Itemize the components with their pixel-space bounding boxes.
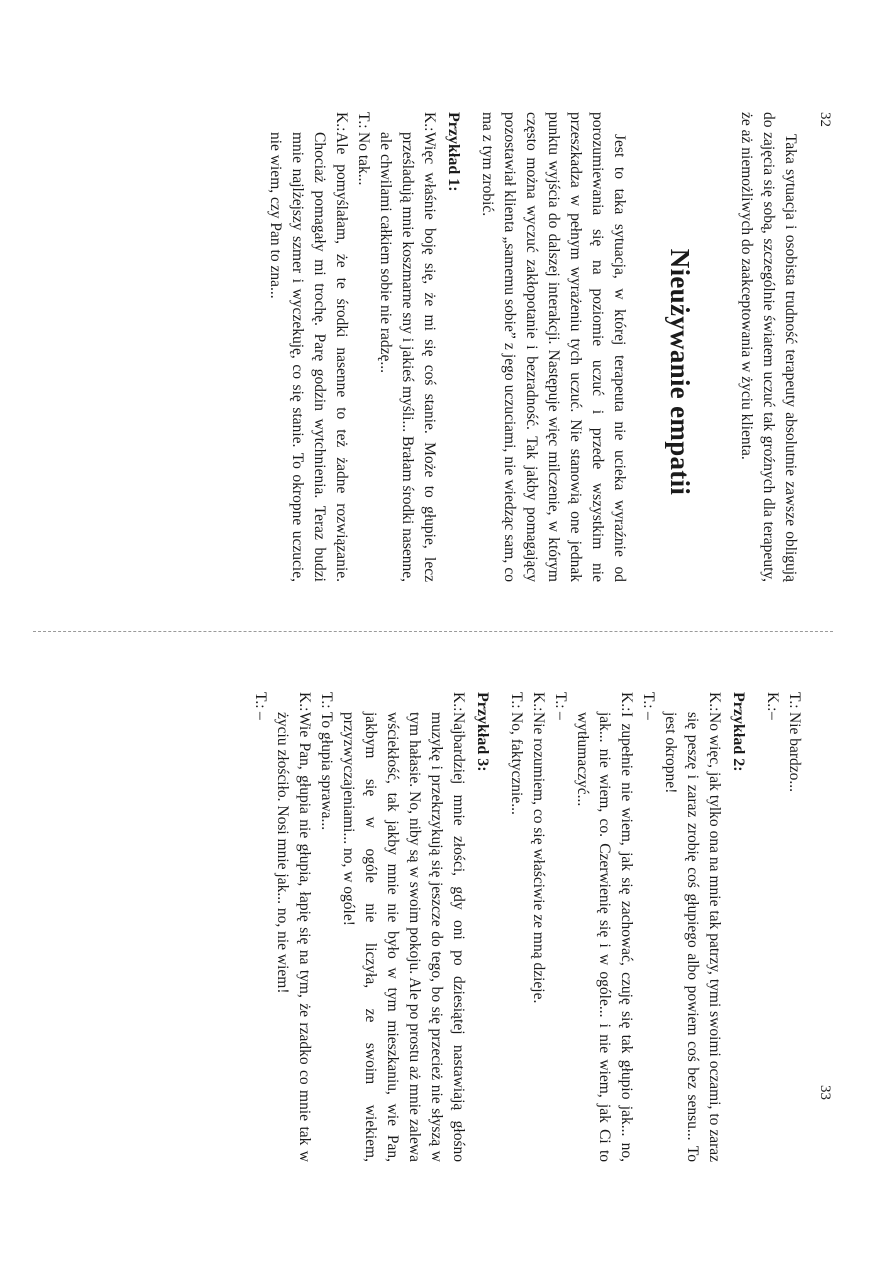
utterance: No więc, jak tylko ona na mnie tak patrzy, tymi swoimi oczami, to zaraz się peszę i zaraz zrobię coś głupiego albo powiem coś bez sensu... To jest okropne! — [662, 712, 723, 1162]
speaker-label: K.: — [450, 692, 467, 712]
page-number: 32 — [817, 112, 833, 127]
dialogue-line — [374, 112, 440, 582]
dialogue-line — [783, 692, 805, 1162]
right-page-text — [249, 692, 805, 1162]
speaker-label: T.: — [508, 692, 525, 709]
speaker-label: T.: — [640, 692, 657, 709]
page-number: 33 — [817, 1085, 833, 1100]
speaker-label: K.: — [296, 692, 313, 712]
speaker-label: K.: — [421, 112, 438, 132]
speaker-label: T.: — [355, 112, 372, 129]
speaker-label: T.: — [552, 692, 569, 709]
right-page — [0, 632, 893, 1263]
speaker-label: T.: — [252, 692, 269, 709]
example-title: Przykład 3: — [474, 692, 491, 772]
utterance: Ale pomyślałam, że te środki nasenne to też żadne rozwiązanie. Chociaż pomagały mi trochę. Parę godzin wytchnienia. Teraz budzi mnie najlżejszy szmer i wyczekuję, co się stanie. To okropne uczucie, nie wiem, czy Pan to zna... — [267, 132, 350, 582]
utterance: To głupia sprawa... — [318, 712, 335, 831]
speaker-label: K.: — [618, 692, 635, 712]
dialogue-line — [637, 692, 659, 1162]
left-page-text — [264, 112, 801, 582]
left-page — [0, 0, 893, 631]
dialogue-line — [249, 692, 271, 1162]
speaker-label: K.: — [764, 692, 781, 712]
utterance: No tak... — [355, 132, 372, 186]
body-paragraph: Jest to taka sytuacja, w której terapeuta nie ucieka wyraźnie od porozumiewania się na poziomie uczuć i przede wszystkim nie przeszkadza w pełnym wyrażeniu tych uczuć. Nie stanowią one jednak punktu wyjścia do dalszej interakcji. Następuje więc milczenie, w którym często można wyczuć zakłopotanie i bezradność. Tak jakby pomagający pozostawiał klienta „samemu sobie” z jego uczuciami, nie wiedząc sam, co ma z tym zrobić. — [479, 112, 628, 582]
example-title: Przykład 2: — [730, 692, 747, 772]
speaker-label: K.: — [530, 692, 547, 712]
dialogue-line — [264, 112, 352, 582]
utterance: – — [552, 712, 569, 720]
dialogue-line — [761, 692, 783, 1162]
utterance: Najbardziej mnie złości, gdy oni po dziesiątej nastawiają głośno muzykę i przekrzykują się jeszcze do tego, bo się przecież nie słyszą w tym hałasie. No, niby są w swoim pokoju. Ale po prostu aż mnie zalewa wściekłość, tak jakby mnie nie było w tym mieszkaniu, wie Pan, jakbym się w ogóle nie liczyła, ze swoim wiekiem, przyzwyczajeniami... no, w ogóle! — [340, 712, 467, 1162]
intro-paragraph: Taka sytuacja i osobista trudność terapeuty absolutnie zawsze obligują do zajęcia się sobą, szczególnie światem uczuć tak groźnych dla terapeuty, że aż niemożliwych do zaakceptowania w życiu klienta. — [738, 112, 799, 582]
speaker-label: T.: — [318, 692, 335, 709]
dialogue-line — [659, 692, 725, 1162]
dialogue-line — [352, 112, 374, 582]
utterance: – — [764, 712, 781, 720]
utterance: Więc właśnie boję się, że mi się coś stanie. Może to głupie, lecz prześladują mnie koszmarne sny i jakieś myśli... Brałam środki nasenne, ale chwilami całkiem sobie nie radzę... — [377, 132, 438, 582]
speaker-label: K.: — [333, 112, 350, 132]
dialogue-line — [571, 692, 637, 1162]
speaker-label: T.: — [786, 692, 803, 709]
utterance: – — [252, 712, 269, 720]
dialogue-line — [315, 692, 337, 1162]
speaker-label: K.: — [706, 692, 723, 712]
dialogue-line — [527, 692, 549, 1162]
chapter-title: Nieużywanie empatii — [665, 248, 695, 496]
dialogue-line — [549, 692, 571, 1162]
utterance: Nie bardzo... — [786, 712, 803, 793]
dialogue-line — [337, 692, 469, 1162]
dialogue-line — [505, 692, 527, 1162]
utterance: I zupełnie nie wiem, jak się zachować, czuję się tak głupio jak... no, jak... nie wiem, co. Czerwienię się i w ogóle... i nie wiem, jak Ci to wytłumaczyć... — [574, 712, 635, 1162]
utterance: Nie rozumiem, co się właściwie ze mną dzieje. — [530, 712, 547, 1004]
example-title: Przykład 1: — [445, 112, 462, 192]
utterance: Wie Pan, głupia nie głupia, łapię się na tym, że rzadko co mnie tak w życiu złościło. Nosi mnie jak... no, nie wiem! — [274, 712, 313, 1162]
utterance: – — [640, 712, 657, 720]
utterance: No, faktycznie... — [508, 712, 525, 815]
dialogue-line — [271, 692, 315, 1162]
